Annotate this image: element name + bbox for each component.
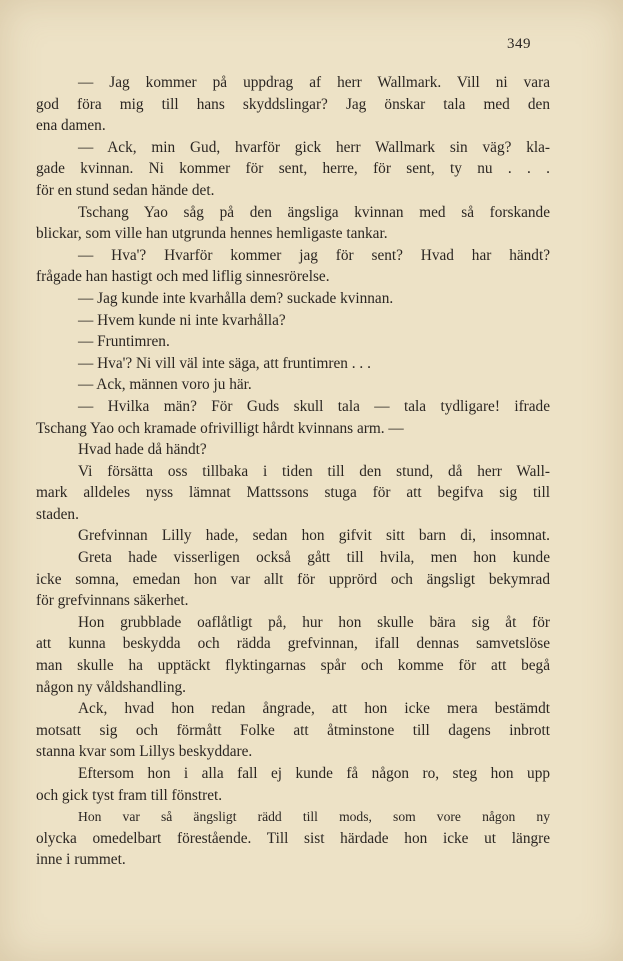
text-line: Tschang Yao och kramade ofrivilligt hårdt kvinnans arm. — xyxy=(36,419,404,437)
text-line: frågade han hastigt och med liflig sinnesrörelse. xyxy=(36,268,330,286)
text-line: mark alldeles nyss lämnat Mattssons stuga för att begifva sig till xyxy=(36,484,550,502)
text-line: staden. xyxy=(36,505,79,523)
text-line: — Fruntimren. xyxy=(78,333,170,351)
text-line: Greta hade visserligen också gått till hvila, men hon kunde xyxy=(78,549,550,567)
text-line: — Jag kommer på uppdrag af herr Wallmark. Vill ni vara xyxy=(78,74,550,91)
text-line: Vi försätta oss tillbaka i tiden till den stund, då herr Wall- xyxy=(78,462,550,480)
text-line: för en stund sedan hände det. xyxy=(36,181,215,199)
text-line: Tschang Yao såg på den ängsliga kvinnan med så forskande xyxy=(78,203,550,221)
page-number: 349 xyxy=(507,36,531,52)
text-line: gade kvinnan. Ni kommer för sent, herre, för sent, ty nu . . . xyxy=(36,160,550,178)
text-line: Eftersom hon i alla fall ej kunde få någon ro, steg hon upp xyxy=(78,765,550,782)
text-line: inne i rummet. xyxy=(36,851,126,869)
text-line: Ack, hvad hon redan ångrade, att hon icke mera bestämdt xyxy=(78,700,550,718)
text-line: ena damen. xyxy=(36,117,106,135)
text-line: god föra mig till hans skyddslingar? Jag önskar tala med den xyxy=(36,95,550,113)
text-line: stanna kvar som Lillys beskyddare. xyxy=(36,743,253,761)
text-line: — Hva'? Hvarför kommer jag för sent? Hvad har händt? xyxy=(78,246,550,264)
text-line: att kunna beskydda och rädda grefvinnan, ifall dennas samvetslöse xyxy=(36,635,550,653)
text-line: Hon var så ängsligt rädd till mods, som vore någon ny xyxy=(78,809,550,825)
text-line: någon ny våldshandling. xyxy=(36,678,186,696)
text-line: Hon grubblade oaflåtligt på, hur hon skulle bära sig åt för xyxy=(78,613,550,631)
text-line: — Hva'? Ni vill väl inte säga, att fruntimren . . . xyxy=(78,354,371,372)
text-line: Grefvinnan Lilly hade, sedan hon gifvit sitt barn di, insomnat. xyxy=(78,527,550,545)
text-line: — Ack, min Gud, hvarför gick herr Wallmark sin väg? kla- xyxy=(78,138,550,156)
text-line: för grefvinnans säkerhet. xyxy=(36,592,189,610)
text-line: olycka omedelbart förestående. Till sist härdade hon icke ut längre xyxy=(36,829,550,847)
text-line: motsatt sig och förmått Folke att åtminstone till dagens inbrott xyxy=(36,721,550,739)
text-line: — Jag kunde inte kvarhålla dem? suckade kvinnan. xyxy=(78,289,394,307)
text-line: — Hvem kunde ni inte kvarhålla? xyxy=(78,311,286,329)
text-line: och gick tyst fram till fönstret. xyxy=(36,786,223,804)
body-text xyxy=(36,72,550,871)
text-line: man skulle ha upptäckt flyktingarnas spår och komme för att begå xyxy=(36,657,550,675)
text-line: — Hvilka män? För Guds skull tala — tala tydligare! ifrade xyxy=(78,397,550,415)
text-line: icke somna, emedan hon var allt för upprörd och ängsligt bekymrad xyxy=(36,570,550,588)
text-line: Hvad hade då händt? xyxy=(78,441,207,459)
text-line: blickar, som ville han utgrunda hennes hemligaste tankar. xyxy=(36,225,388,243)
text-line: — Ack, männen voro ju här. xyxy=(78,376,252,394)
